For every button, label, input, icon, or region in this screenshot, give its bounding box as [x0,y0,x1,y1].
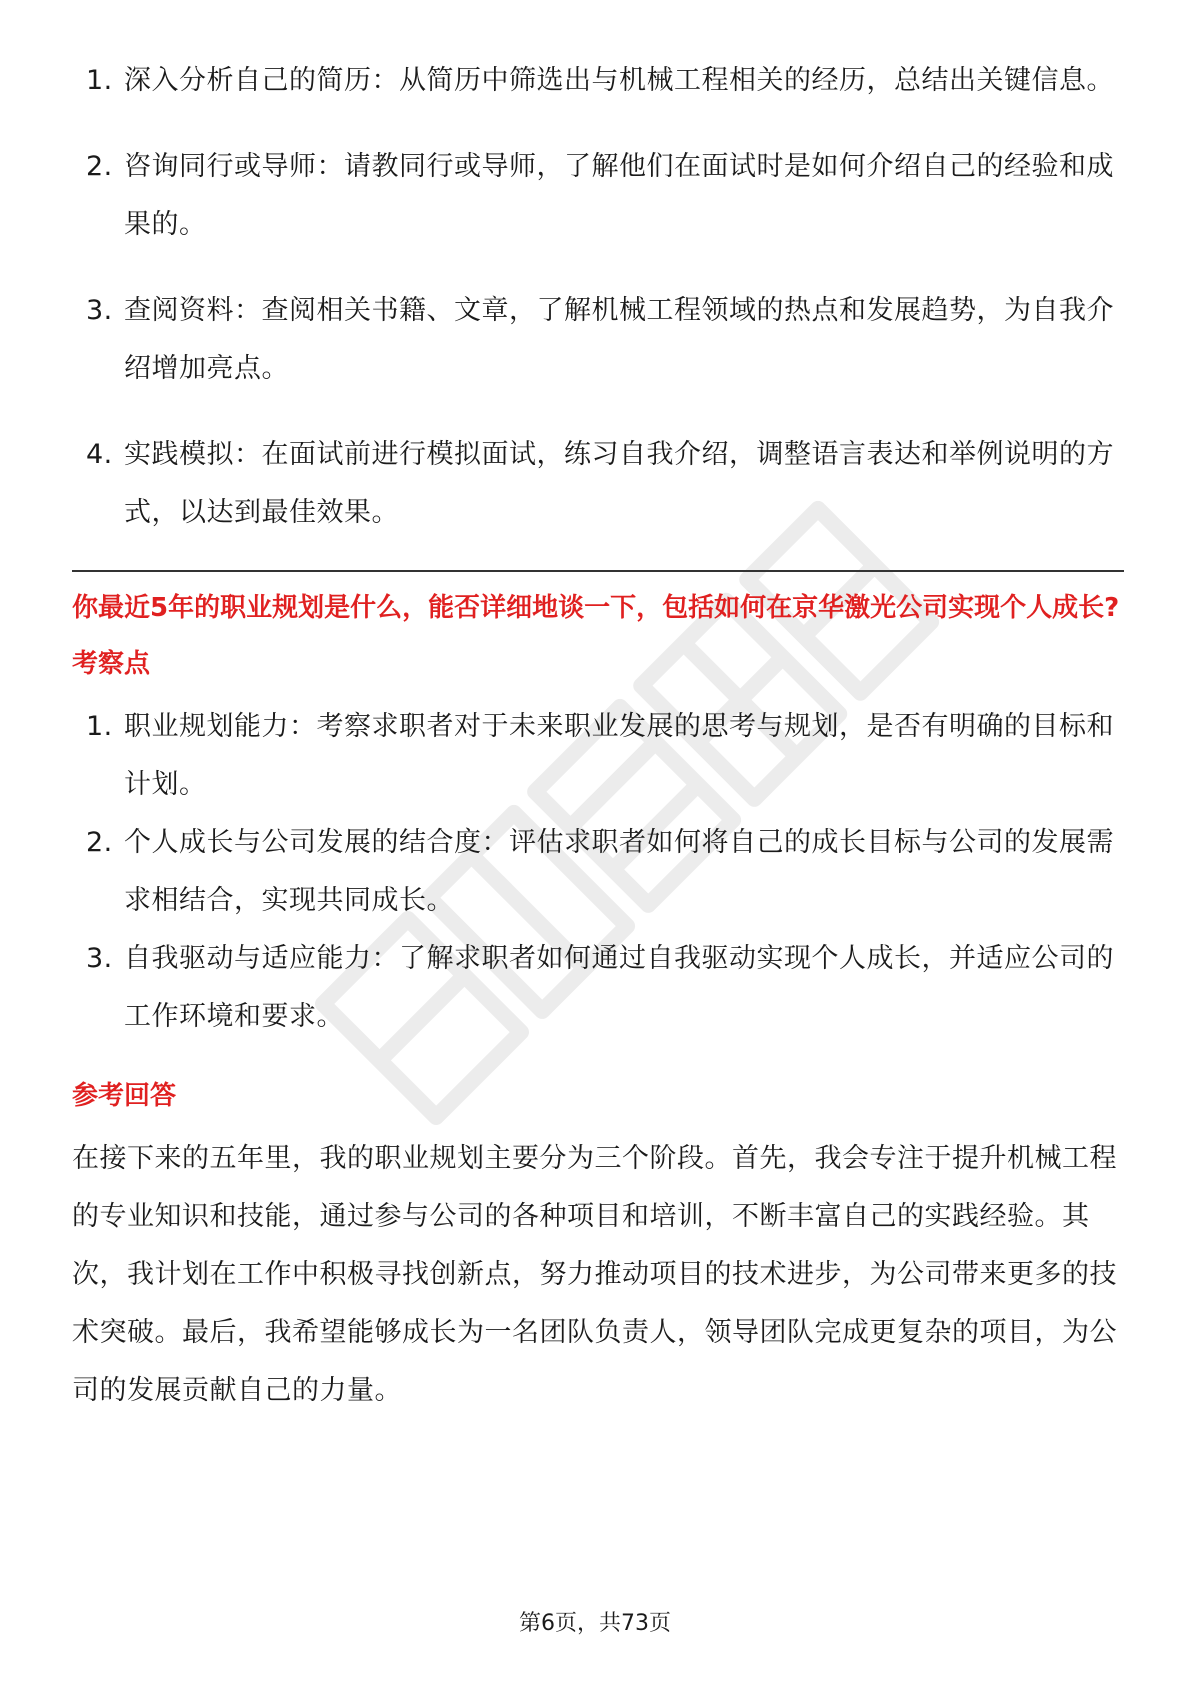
content-area [72,52,1124,1420]
list-item: 2. 咨询同行或导师：请教同行或导师，了解他们在面试时是如何介绍自己的经验和成果的。 [86,151,1114,240]
list-item: 3. 自我驱动与适应能力：了解求职者如何通过自我驱动实现个人成长，并适应公司的工作环境和要求。 [86,943,1114,1032]
list-item: 1. 职业规划能力：考察求职者对于未来职业发展的思考与规划，是否有明确的目标和计划。 [86,711,1114,800]
interview-question: 你最近5年的职业规划是什么，能否详细地谈一下，包括如何在京华激光公司实现个人成长? [72,593,1120,623]
list-item-text: 深入分析自己的简历：从简历中筛选出与机械工程相关的经历，总结出关键信息。 [124,65,1114,96]
list-item-text: 自我驱动与适应能力：了解求职者如何通过自我驱动实现个人成长，并适应公司的工作环境和要求。 [124,943,1114,1032]
section-divider [72,570,1124,572]
answer-heading: 参考回答 [72,1081,177,1111]
list-item: 1. 深入分析自己的简历：从简历中筛选出与机械工程相关的经历，总结出关键信息。 [86,65,1114,96]
list-item-text: 职业规划能力：考察求职者对于未来职业发展的思考与规划，是否有明确的目标和计划。 [124,711,1114,800]
list-item-text: 实践模拟：在面试前进行模拟面试，练习自我介绍，调整语言表达和举例说明的方式，以达到最佳效果。 [124,439,1114,528]
list-item-text: 查阅资料：查阅相关书籍、文章，了解机械工程领域的热点和发展趋势，为自我介绍增加亮点。 [124,295,1114,384]
list-item-text: 咨询同行或导师：请教同行或导师，了解他们在面试时是如何介绍自己的经验和成果的。 [124,151,1114,240]
answer-paragraph: 在接下来的五年里，我的职业规划主要分为三个阶段。首先，我会专注于提升机械工程的专业知识和技能，通过参与公司的各种项目和培训，不断丰富自己的实践经验。其次，我计划在工作中积极寻找创新点，努力推动项目的技术进步，为公司带来更多的技术突破。最后，我希望能够成长为一名团队负责人，领导团队完成更复杂的项目，为公司的发展贡献自己的力量。 [72,1143,1117,1406]
prep-steps-list [72,52,1124,542]
list-item: 3. 查阅资料：查阅相关书籍、文章，了解机械工程领域的热点和发展趋势，为自我介绍增加亮点。 [86,295,1114,384]
page-number: 第6页，共73页 [519,1611,671,1636]
list-item: 2. 个人成长与公司发展的结合度：评估求职者如何将自己的成长目标与公司的发展需求相结合，实现共同成长。 [86,827,1114,916]
exam-points-list [72,698,1124,1046]
list-item-text: 个人成长与公司发展的结合度：评估求职者如何将自己的成长目标与公司的发展需求相结合，实现共同成长。 [124,827,1114,916]
list-item: 4. 实践模拟：在面试前进行模拟面试，练习自我介绍，调整语言表达和举例说明的方式，以达到最佳效果。 [86,439,1114,528]
exam-points-heading: 考察点 [72,649,151,679]
